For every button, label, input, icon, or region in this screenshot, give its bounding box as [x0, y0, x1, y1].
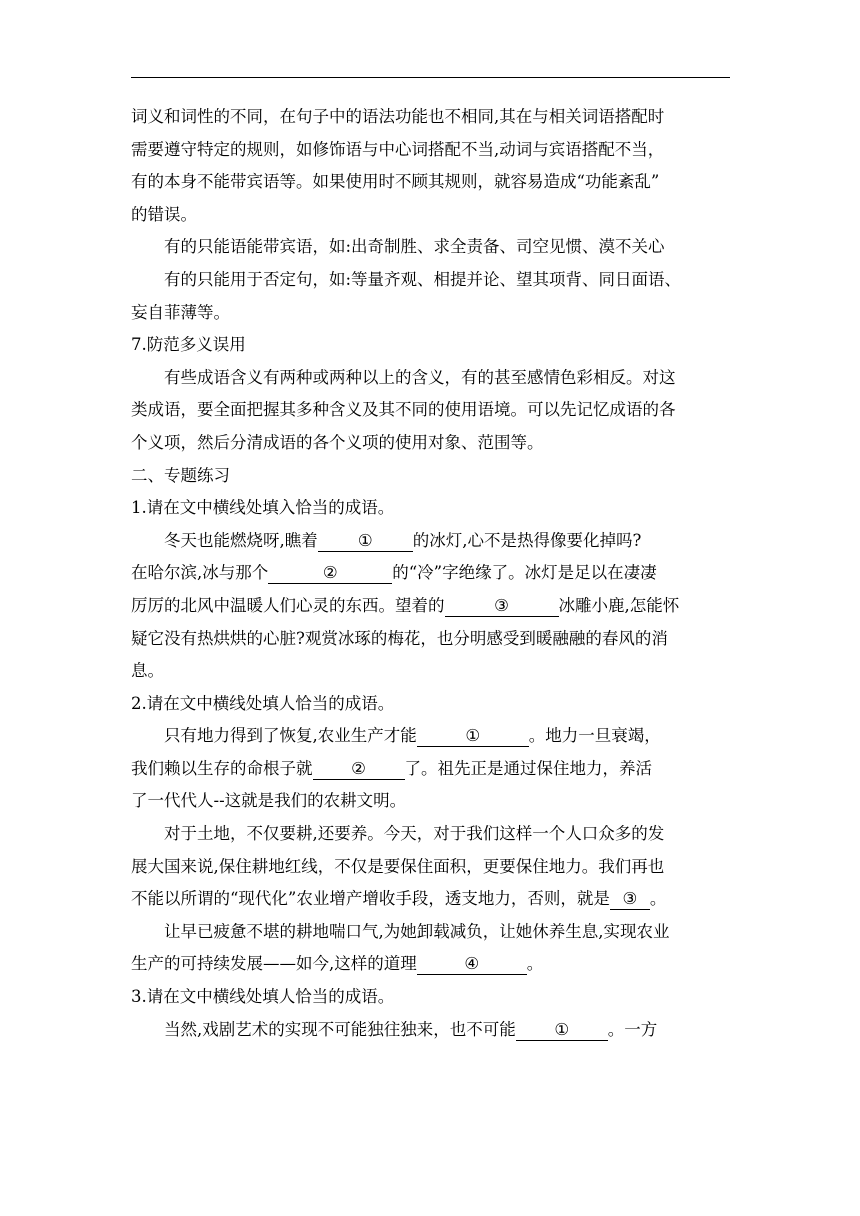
section-heading: 二、专题练习 [131, 465, 230, 485]
fill-blank[interactable]: ④ [417, 954, 527, 975]
text-segment: 。 [526, 954, 544, 974]
text-segment: 只有地力得到了恢复,农业生产才能 [164, 726, 417, 746]
text-line [131, 557, 731, 590]
text-segment: 了。祖先正是通过保住地力，养活 [404, 758, 652, 778]
text-segment: 。 [649, 889, 667, 909]
document-body [131, 101, 731, 1046]
text-line: 词义和词性的不同，在句子中的语法功能也不相同,其在与相关词语搭配时 [131, 107, 665, 126]
text-line: 息。 [131, 661, 164, 681]
text-segment: 不能以所谓的“现代化”农业增产增收手段，透支地力，否则，就是 [131, 889, 610, 909]
text-line [131, 883, 731, 916]
text-line: 有些成语含义有两种或两种以上的含义，有的甚至感情色彩相反。对这 [164, 367, 676, 387]
text-line: 有的只能用于否定句，如:等量齐观、相提并论、望其项背、同日面语、 [164, 269, 682, 289]
text-line: 有的只能语能带宾语，如:出奇制胜、求全责备、司空见惯、漠不关心 [164, 237, 665, 257]
fill-blank[interactable]: ② [313, 759, 405, 780]
text-line: 疑它没有热烘烘的心脏?观赏冰琢的梅花，也分明感受到暖融融的春风的消 [131, 628, 668, 648]
text-line [131, 720, 731, 753]
text-segment: 我们赖以生存的命根子就 [131, 758, 313, 778]
text-segment: 厉厉的北风中温暖人们心灵的东西。望着的 [131, 595, 445, 615]
fill-blank[interactable]: ① [318, 531, 413, 552]
text-line: 类成语，要全面把握其多种含义及其不同的使用语境。可以先记忆成语的各 [131, 400, 676, 420]
text-line [131, 753, 731, 786]
text-line: 了一代代人--这就是我们的农耕文明。 [131, 791, 407, 811]
fill-blank[interactable]: ② [268, 563, 392, 584]
fill-blank[interactable]: ③ [610, 889, 650, 910]
text-segment: 生产的可持续发展——如今,这样的道理 [131, 954, 417, 974]
text-line [131, 948, 731, 981]
question-prompt: 1.请在文中横线处填入恰当的成语。 [131, 498, 395, 518]
section-heading: 7.防范多义误用 [131, 335, 246, 355]
text-line [131, 590, 731, 623]
text-line [131, 1014, 731, 1047]
fill-blank[interactable]: ① [516, 1020, 608, 1041]
text-line: 需要遵守特定的规则，如修饰语与中心词搭配不当,动词与宾语搭配不当， [131, 139, 665, 159]
fill-blank[interactable]: ③ [445, 596, 559, 617]
text-line: 有的本身不能带宾语等。如果使用时不顾其规则，就容易造成“功能紊乱” [131, 172, 660, 192]
text-segment: 。一方 [607, 1019, 658, 1039]
text-segment: 。地力一旦衰竭， [528, 726, 661, 746]
text-segment: 的冰灯,心不是热得像要化掉吗? [412, 530, 642, 550]
text-line: 让早已疲惫不堪的耕地喘口气,为她卸载减负，让她休养生息,实现农业 [164, 921, 670, 941]
text-segment: 的“冷”字绝缘了。冰灯是足以在凄凄 [392, 563, 657, 583]
text-line: 个义项，然后分清成语的各个义项的使用对象、范围等。 [131, 432, 544, 452]
text-line: 妄自菲薄等。 [131, 302, 230, 322]
text-line: 展大国来说,保住耕地红线，不仅是要保住面积，更要保住地力。我们再也 [131, 856, 665, 876]
text-segment: 冰雕小鹿,怎能怀 [558, 595, 680, 615]
text-segment: 冬天也能燃烧呀,瞧着 [164, 530, 318, 550]
text-segment: 当然,戏剧艺术的实现不可能独往独来，也不可能 [164, 1019, 516, 1039]
text-line: 的错误。 [131, 204, 197, 224]
question-prompt: 2.请在文中横线处填人恰当的成语。 [131, 693, 395, 713]
fill-blank[interactable]: ① [417, 726, 529, 747]
text-line: 对于土地，不仅要耕,还要养。今天，对于我们这样一个人口众多的发 [164, 824, 665, 844]
question-prompt: 3.请在文中横线处填人恰当的成语。 [131, 987, 395, 1007]
text-line [131, 525, 731, 558]
header-rule [131, 77, 730, 78]
text-segment: 在哈尔滨,冰与那个 [131, 563, 269, 583]
